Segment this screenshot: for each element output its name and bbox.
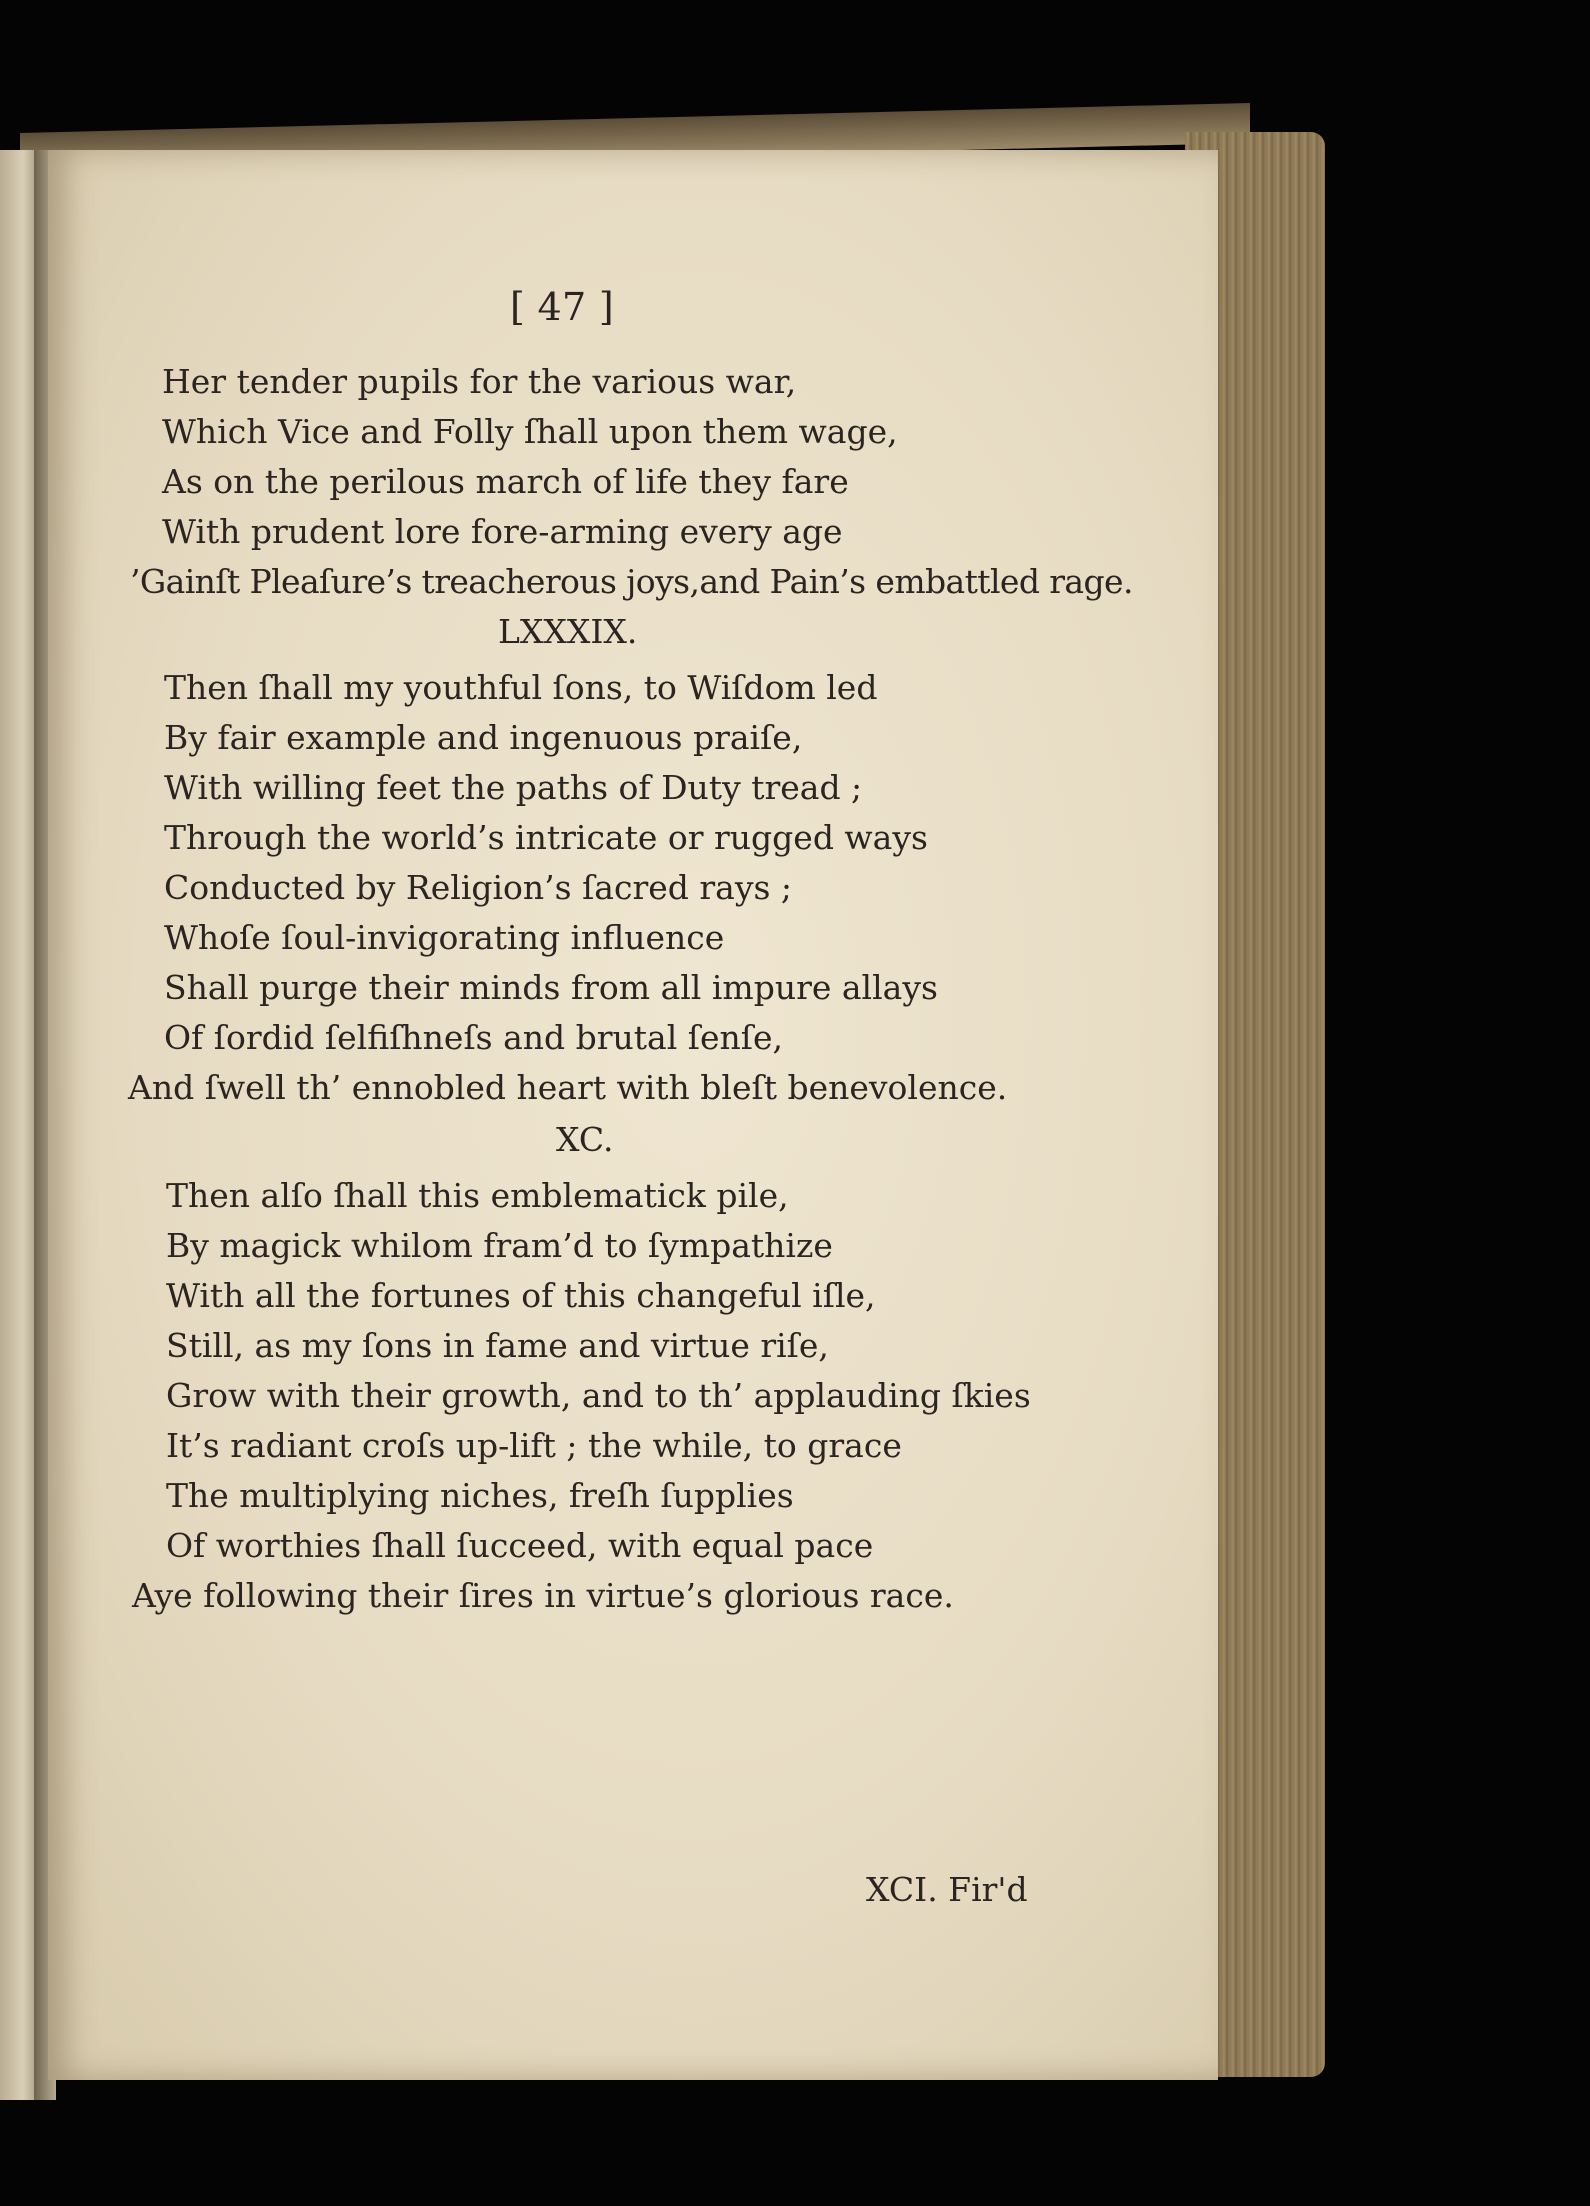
verse-line: ’Gainſt Pleaſure’s treacherous joys,and Pain’s embattled rage. — [130, 562, 1133, 601]
verse-line: Then ſhall my youthful ſons, to Wiſdom led — [164, 668, 878, 707]
verse-line: Grow with their growth, and to th’ applauding ſkies — [166, 1376, 1031, 1415]
verse-line: Of ſordid ſelfiſhneſs and brutal ſenſe, — [164, 1018, 784, 1057]
verse-line: It’s radiant croſs up-lift ; the while, to grace — [166, 1426, 902, 1465]
verse-line: Then alſo ſhall this emblematick pile, — [166, 1176, 789, 1215]
verse-line: Through the world’s intricate or rugged ways — [164, 818, 928, 857]
verse-line: By magick whilom fram’d to ſympathize — [166, 1226, 833, 1265]
verse-line: Shall purge their minds from all impure allays — [164, 968, 938, 1007]
verse-line: Whoſe ſoul-invigorating influence — [164, 918, 725, 957]
verse-line: With all the fortunes of this changeful iſle, — [166, 1276, 876, 1315]
verse-line: Aye following their ſires in virtue’s glorious race. — [132, 1576, 954, 1615]
verse-line: As on the perilous march of life they fare — [162, 462, 849, 501]
stanza-number: XC. — [556, 1120, 614, 1159]
verse-line: Conducted by Religion’s ſacred rays ; — [164, 868, 793, 907]
verse-line: Which Vice and Folly ſhall upon them wage, — [162, 412, 898, 451]
verse-line: Her tender pupils for the various war, — [162, 362, 797, 401]
verse-line: With willing feet the paths of Duty tread ; — [164, 768, 863, 807]
verse-line: Of worthies ſhall ſucceed, with equal pace — [166, 1526, 874, 1565]
stanza-number: LXXXIX. — [498, 612, 638, 651]
verse-line: By fair example and ingenuous praiſe, — [164, 718, 803, 757]
verse-line: And ſwell th’ ennobled heart with bleſt benevolence. — [128, 1068, 1008, 1107]
verse-line: With prudent lore fore-arming every age — [162, 512, 843, 551]
catchword-text: XCI. Fir'd — [866, 1870, 1028, 1909]
verse-line: Still, as my ſons in fame and virtue riſe, — [166, 1326, 829, 1365]
facing-page-edge — [0, 150, 38, 2100]
verse-line: The multiplying niches, freſh ſupplies — [166, 1476, 794, 1515]
page-number: [ 47 ] — [510, 285, 614, 329]
